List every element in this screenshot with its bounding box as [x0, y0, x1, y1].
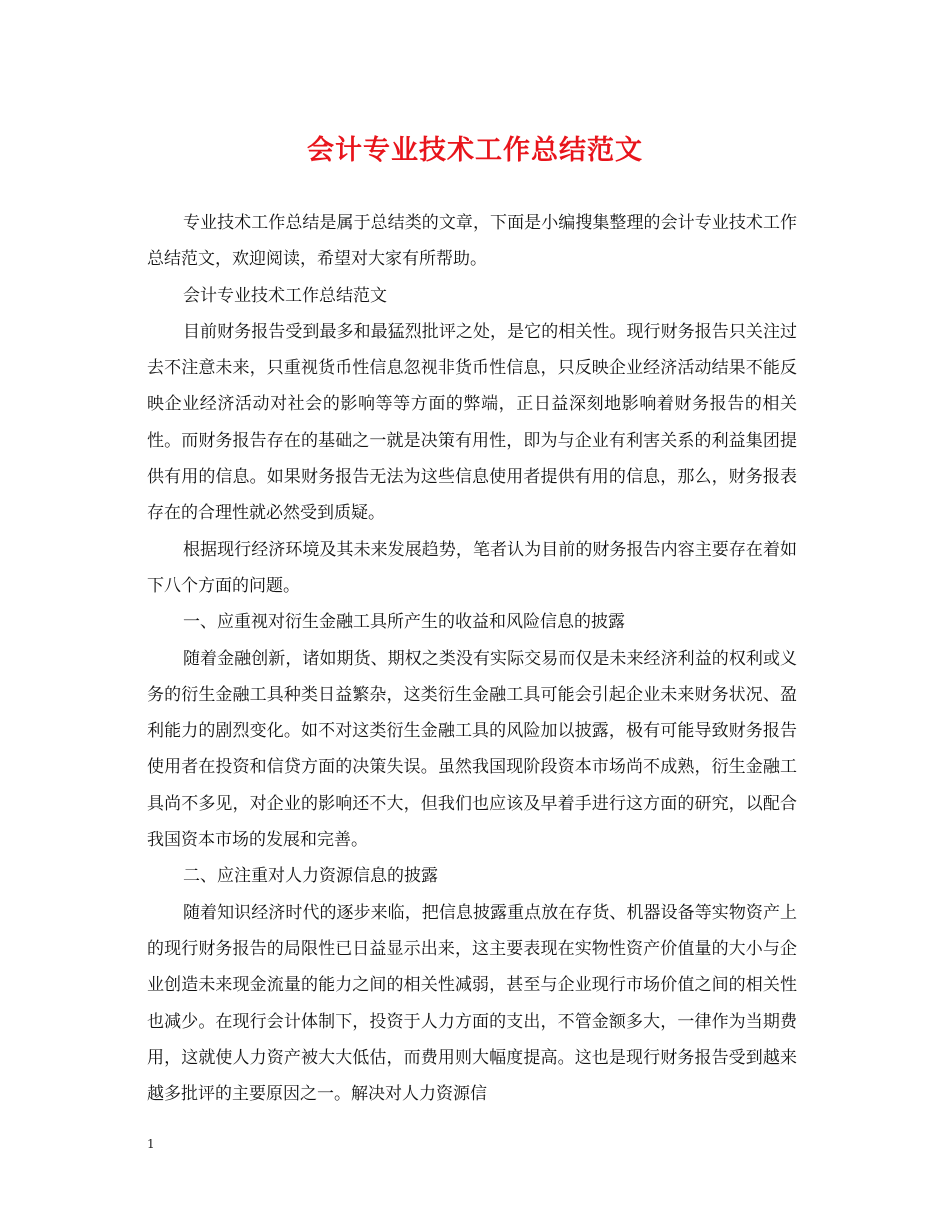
intro-paragraph: 专业技术工作总结是属于总结类的文章，下面是小编搜集整理的会计专业技术工作总结范文，欢迎阅读，希望对大家有所帮助。	[147, 213, 797, 270]
subtitle-paragraph: 会计专业技术工作总结范文	[183, 285, 387, 306]
body-paragraph: 目前财务报告受到最多和最猛烈批评之处，是它的相关性。现行财务报告只关注过去不注意未来，只重视货币性信息忽视非货币性信息，只反映企业经济活动结果不能反映企业经济活动对社会的影响等等方面的弊端，正日益深刻地影响着财务报告的相关性。而财务报告存在的基础之一就是决策有用性，即为与企业有利害关系的利益集团提供有用的信息。如果财务报告无法为这些信息使用者提供有用的信息，那么，财务报表存在的合理性就必然受到质疑。	[147, 321, 797, 524]
document-body	[147, 205, 797, 1112]
body-paragraph: 随着知识经济时代的逐步来临，把信息披露重点放在存货、机器设备等实物资产上的现行财务报告的局限性已日益显示出来，这主要表现在实物性资产价值量的大小与企业创造未来现金流量的能力之间的相关性减弱，甚至与企业现行市场价值之间的相关性也减少。在现行会计体制下，投资于人力方面的支出，不管金额多大，一律作为当期费用，这就使人力资产被大大低估，而费用则大幅度提高。这也是现行财务报告受到越来越多批评的主要原因之一。解决对人力资源信	[147, 902, 797, 1105]
section-heading: 二、应注重对人力资源信息的披露	[183, 866, 438, 887]
section-heading: 一、应重视对衍生金融工具所产生的收益和风险信息的披露	[183, 612, 625, 633]
document-title: 会计专业技术工作总结范文	[307, 135, 643, 166]
body-paragraph: 根据现行经济环境及其未来发展趋势，笔者认为目前的财务报告内容主要存在着如下八个方面的问题。	[147, 539, 797, 596]
body-paragraph: 随着金融创新，诸如期货、期权之类没有实际交易而仅是未来经济利益的权利或义务的衍生金融工具种类日益繁杂，这类衍生金融工具可能会引起企业未来财务状况、盈利能力的剧烈变化。如不对这类衍生金融工具的风险加以披露，极有可能导致财务报告使用者在投资和信贷方面的决策失误。虽然我国现阶段资本市场尚不成熟，衍生金融工具尚不多见，对企业的影响还不大，但我们也应该及早着手进行这方面的研究，以配合我国资本市场的发展和完善。	[147, 648, 797, 851]
page-number: 1	[147, 1137, 155, 1151]
